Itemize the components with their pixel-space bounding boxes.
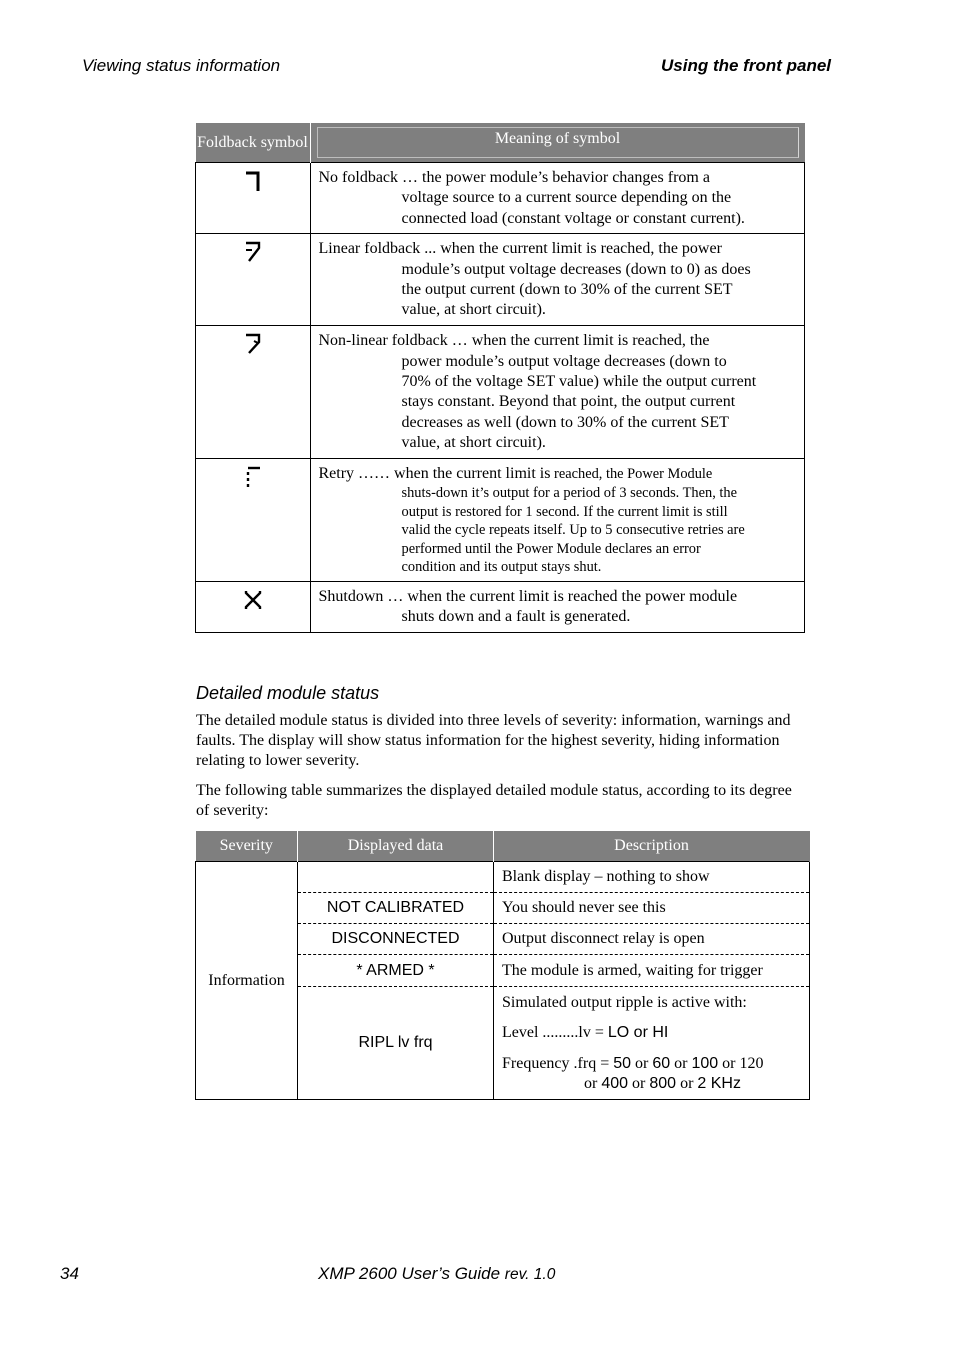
row-line: 70% of the voltage SET value) while the output current — [401, 373, 757, 391]
description-cell: Output disconnect relay is open — [494, 924, 810, 955]
description-cell: You should never see this — [494, 893, 810, 924]
freq-value: 800 — [649, 1074, 677, 1092]
display-cell: NOT CALIBRATED — [298, 893, 494, 924]
row-line: value, at short circuit). — [401, 301, 546, 319]
col-severity: Severity — [196, 831, 298, 862]
row-line: the output current (down to 30% of the current SET — [401, 281, 733, 299]
footer-guide-title: XMP 2600 User’s Guide — [318, 1264, 501, 1283]
table-row — [196, 458, 805, 581]
table-row — [196, 234, 805, 326]
col-foldback-symbol: Foldback symbol — [196, 123, 311, 163]
row-lead: No foldback … the power module’s behavior changes from a — [318, 169, 710, 186]
linear-foldback-symbol-icon — [196, 234, 311, 326]
row-description — [310, 163, 805, 234]
row-line: condition and its output stays shut. — [401, 559, 602, 576]
table-row — [196, 163, 805, 234]
or-text: or — [676, 1074, 698, 1092]
severity-cell: Information — [196, 862, 298, 1100]
freq-value: 60 — [652, 1054, 671, 1072]
description-cell: The module is armed, waiting for trigger — [494, 955, 810, 987]
display-cell: RIPL lv frq — [298, 987, 494, 1100]
freq-value: 100 — [691, 1054, 719, 1072]
freq-value: 2 KHz — [697, 1074, 741, 1092]
col-description: Description — [494, 831, 810, 862]
ripple-frequency — [502, 1054, 801, 1074]
or-text: or — [670, 1054, 692, 1072]
freq-value: 120 — [739, 1054, 764, 1072]
or-text: or — [584, 1074, 602, 1092]
or-text: or — [628, 1074, 650, 1092]
freq-label: Frequency .frq = — [502, 1054, 614, 1072]
freq-value: 50 — [613, 1054, 632, 1072]
row-line: performed until the Power Module declares an error — [401, 540, 701, 557]
row-line: voltage source to a current source depending on the — [401, 189, 732, 207]
page-number: 34 — [60, 1264, 79, 1283]
row-line: stays constant. Beyond that point, the output current — [401, 393, 736, 411]
status-table — [195, 831, 810, 1100]
row-line: module’s output voltage decreases (down to 0) as does — [401, 260, 751, 278]
display-cell: * ARMED * — [298, 955, 494, 987]
row-description — [310, 458, 805, 581]
display-cell: DISCONNECTED — [298, 924, 494, 955]
ripple-intro: Simulated output ripple is active with: — [502, 993, 747, 1011]
row-line: shuts-down it’s output for a period of 3 seconds. Then, the — [401, 485, 737, 502]
description-cell — [494, 987, 810, 1100]
footer-title — [318, 1264, 555, 1284]
running-header-section: Viewing status information — [82, 56, 281, 75]
section-heading: Detailed module status — [196, 683, 380, 703]
row-lead: Shutdown … when the current limit is reached the power module — [318, 588, 738, 606]
running-header-chapter: Using the front panel — [661, 56, 831, 75]
footer-revision: rev. 1.0 — [504, 1266, 556, 1283]
non-linear-foldback-symbol-icon — [196, 326, 311, 458]
row-line: shuts down and a fault is generated. — [401, 608, 631, 626]
row-lead — [319, 464, 797, 484]
ripple-level — [502, 1023, 801, 1043]
row-line: output is restored for 1 second. If the current limit is still — [401, 503, 728, 520]
table-row — [196, 326, 805, 458]
or-text: or — [718, 1054, 740, 1072]
foldback-table-header — [196, 123, 805, 163]
row-lead: Non-linear foldback … when the current limit is reached, the — [318, 332, 710, 350]
row-description — [310, 582, 805, 633]
paragraph: The detailed module status is divided into three levels of severity: information, warnings and faults. The display will show status information for the highest severity, hiding information relating to lower severity. — [196, 712, 791, 769]
row-line: power module’s output voltage decreases (down to — [401, 352, 727, 370]
table-row — [196, 582, 805, 633]
or-text: or — [631, 1054, 653, 1072]
display-cell — [298, 862, 494, 893]
col-meaning-label: Meaning of symbol — [317, 127, 799, 158]
row-line: decreases as well (down to 30% of the current SET — [401, 413, 729, 431]
shutdown-symbol-icon — [196, 582, 311, 633]
row-description — [310, 326, 805, 458]
level-label: Level .........lv = — [502, 1023, 608, 1041]
status-table-header — [196, 831, 810, 862]
paragraph: The following table summarizes the displayed detailed module status, according to its degree of severity: — [196, 782, 792, 819]
col-displayed-data: Displayed data — [298, 831, 494, 862]
row-lead: Linear foldback ... when the current limit is reached, the power — [318, 240, 722, 258]
freq-value: 400 — [601, 1074, 629, 1092]
no-foldback-symbol-icon — [196, 163, 311, 234]
description-cell: Blank display – nothing to show — [494, 862, 810, 893]
row-description — [310, 234, 805, 326]
col-meaning — [310, 123, 805, 163]
row-lead-a: Retry …… when the current limit is — [318, 464, 551, 482]
ripple-frequency-cont — [502, 1074, 801, 1094]
row-line: valid the cycle repeats itself. Up to 5 consecutive retries are — [401, 522, 745, 539]
row-line: value, at short circuit). — [401, 434, 546, 452]
table-row — [196, 862, 810, 893]
foldback-table — [195, 123, 805, 633]
row-lead-b: reached, the Power Module — [550, 465, 713, 482]
retry-symbol-icon — [196, 458, 311, 581]
row-line: connected load (constant voltage or constant current). — [401, 209, 745, 227]
level-value: LO or HI — [607, 1023, 669, 1041]
